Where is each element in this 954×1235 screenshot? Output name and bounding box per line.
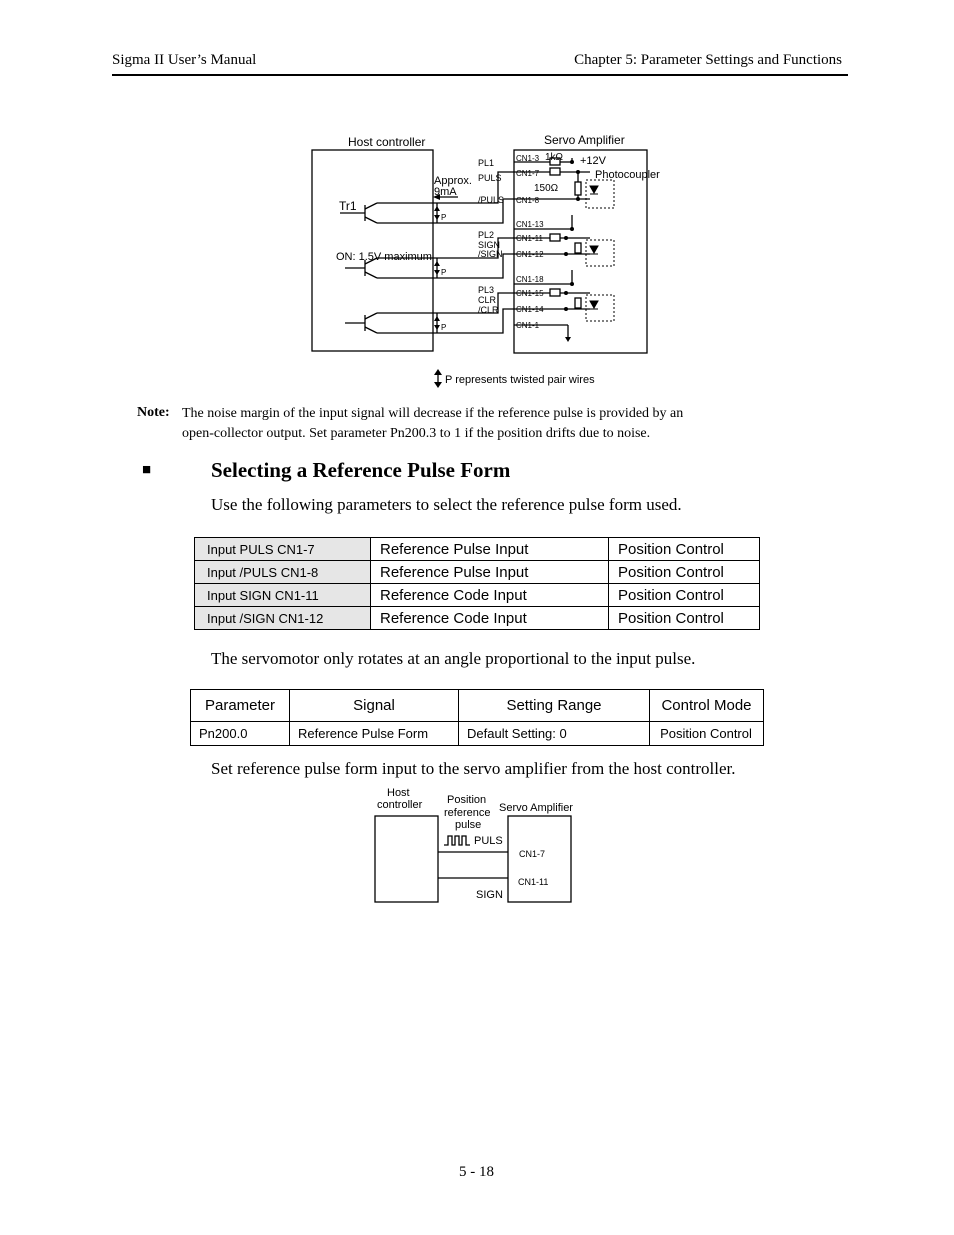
cn1-12-label: CN1-12 [516,250,544,259]
mode-cell: Position Control [609,538,760,561]
table-header-row [191,690,764,722]
cn1-8-label: CN1-8 [516,196,540,205]
function-cell: Reference Pulse Input [371,538,609,561]
cn1-18-label: CN1-18 [516,275,544,284]
pl1-label: PL1 [478,158,495,168]
npuls-label: /PULS [478,195,505,205]
cn1-11-label-2: CN1-11 [518,877,549,887]
servo-amplifier-label-2: Servo Amplifier [499,802,573,814]
header-rule [112,74,848,76]
paragraph-set-form: Set reference pulse form input to the servo amplifier from the host controller. [211,759,736,778]
header-control-mode: Control Mode [650,690,764,722]
page-number: 5 - 18 [459,1164,494,1180]
cn1-11-label: CN1-11 [516,234,543,243]
section-title: Selecting a Reference Pulse Form [211,458,511,482]
position-label-3: pulse [455,819,482,831]
on-voltage-label: ON: 1.5V maximum [336,251,432,263]
note-line-2: open-collector output. Set parameter Pn200.3 to 1 if the position drifts due to noise. [182,426,651,441]
note-line-1: The noise margin of the input signal will decrease if the reference pulse is provided by an [182,406,684,421]
input-circuit-diagram [300,128,680,390]
header-manual-title: Sigma II User’s Manual [112,52,257,68]
table-row [195,561,760,584]
note-text [182,404,683,444]
resistor-1k-label: 1kΩ [545,152,564,163]
mode-cell: Position Control [609,607,760,630]
pl2-label: PL2 [478,230,495,240]
control-mode-cell: Position Control [650,722,764,746]
puls-label: PULS [478,173,502,183]
signal-cell: Input SIGN CN1-11 [195,584,371,607]
mode-cell: Position Control [609,561,760,584]
puls-signal-label: PULS [474,835,503,847]
v12-label: +12V [580,155,606,167]
table-row [191,722,764,746]
nsign-label: /SIGN [478,249,503,259]
signal-table [194,537,760,630]
cn1-15-label: CN1-15 [516,289,544,298]
cn1-3-label: CN1-3 [516,154,540,163]
sign-label: SIGN [478,240,501,250]
reference-pulse-diagram [365,782,585,906]
position-label-1: Position [447,794,487,806]
header-setting-range: Setting Range [459,690,650,722]
cn1-14-label: CN1-14 [516,305,544,314]
section-bullet: ■ [142,462,152,478]
signal-cell: Input /SIGN CN1-12 [195,607,371,630]
parameter-table [190,689,764,746]
servo-amplifier-label: Servo Amplifier [544,133,625,147]
pl3-label: PL3 [478,285,495,295]
position-label-2: reference [444,807,491,819]
cn1-7-label-2: CN1-7 [519,849,546,859]
servo-box [508,816,571,902]
header-signal: Signal [290,690,459,722]
section-intro: Use the following parameters to select the reference pulse form used. [211,495,682,514]
paragraph-rotation: The servomotor only rotates at an angle proportional to the input pulse. [211,649,696,668]
signal-cell: Input PULS CN1-7 [195,538,371,561]
host-controller-label: Host controller [348,135,426,149]
tr1-label: Tr1 [339,199,357,213]
table-row [195,607,760,630]
sign-signal-label: SIGN [476,889,503,901]
setting-range-cell: Default Setting: 0 [459,722,650,746]
function-cell: Reference Code Input [371,607,609,630]
host-box [375,816,438,902]
nclr-label: /CLR [478,305,499,315]
table-row [195,538,760,561]
cn1-1-label: CN1-1 [516,321,540,330]
note-label: Note: [137,405,170,420]
twisted-pair-p-1: P [441,213,447,222]
table-row [195,584,760,607]
host-label-2: controller [377,799,423,811]
clr-label: CLR [478,295,497,305]
function-cell: Reference Pulse Input [371,561,609,584]
signal-cell: Reference Pulse Form [290,722,459,746]
twisted-pair-legend: P represents twisted pair wires [445,374,595,386]
header-chapter-title: Chapter 5: Parameter Settings and Functions [574,52,842,68]
cn1-13-label: CN1-13 [516,220,544,229]
mode-cell: Position Control [609,584,760,607]
twisted-pair-p-3: P [441,323,447,332]
photocoupler-label: Photocoupler [595,169,660,181]
header-parameter: Parameter [191,690,290,722]
cn1-7-label: CN1-7 [516,169,540,178]
signal-cell: Input /PULS CN1-8 [195,561,371,584]
approx-label: Approx. [434,175,472,187]
parameter-cell: Pn200.0 [191,722,290,746]
host-label-1: Host [387,787,410,799]
twisted-pair-p-2: P [441,268,447,277]
resistor-150-label: 150Ω [534,183,559,194]
current-label: 9mA [434,186,457,198]
function-cell: Reference Code Input [371,584,609,607]
